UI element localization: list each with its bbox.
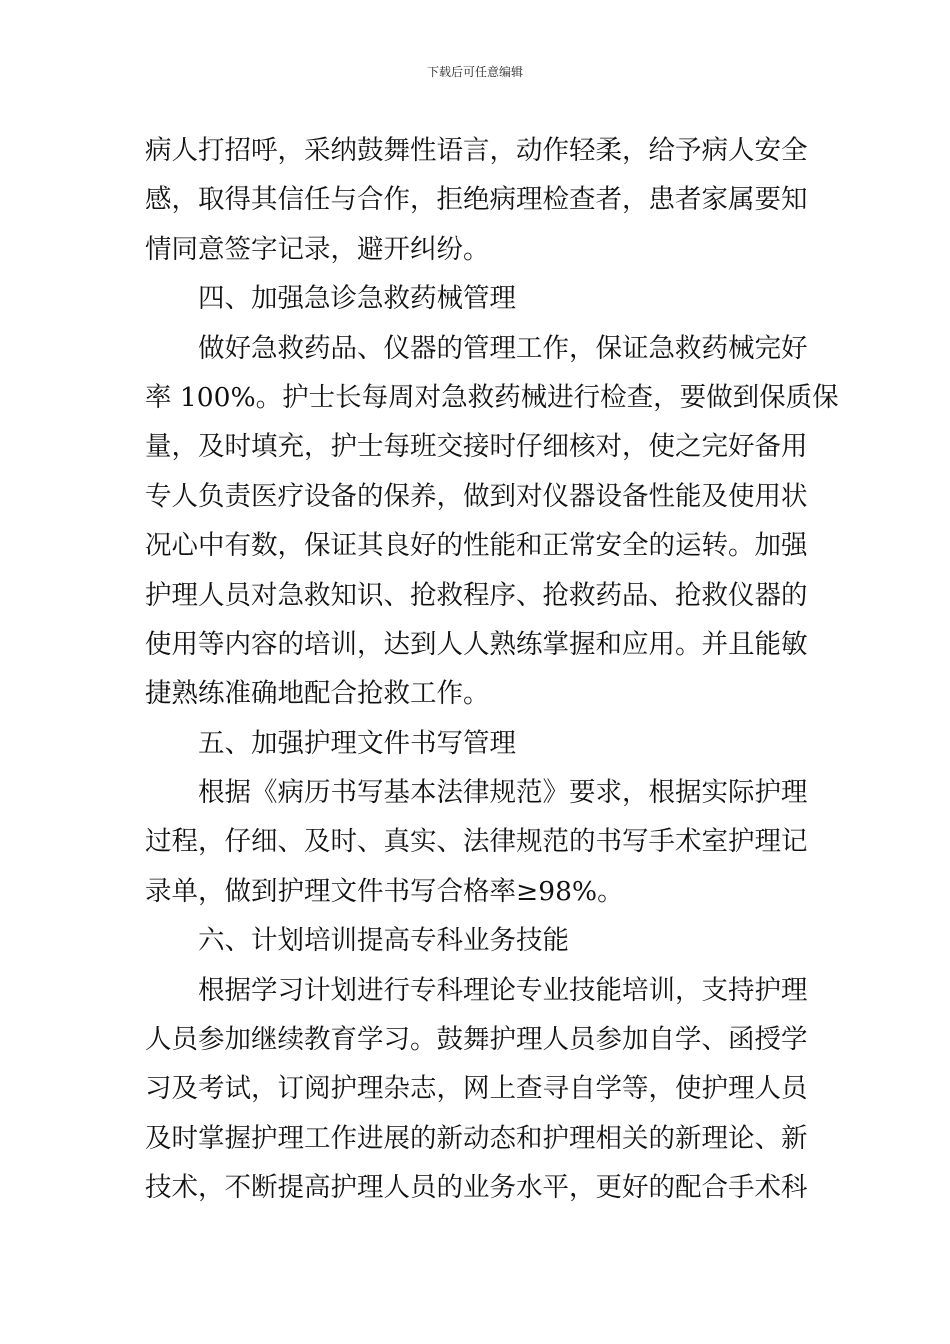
text-line: 情同意签字记录，避开纠纷。 — [145, 233, 490, 265]
document-body — [145, 126, 839, 1213]
text-line: 况心中有数，保证其良好的性能和正常安全的运转。加强 — [145, 530, 808, 562]
text-line: 人员参加继续教育学习。鼓舞护理人员参加自学、函授学 — [145, 1024, 808, 1056]
text-line: 过程，仔细、及时、真实、法律规范的书写手术室护理记 — [145, 826, 808, 858]
section-heading: 六、计划培训提高专科业务技能 — [198, 925, 569, 957]
text-line: 做好急救药品、仪器的管理工作，保证急救药械完好 — [198, 332, 808, 364]
section-heading: 四、加强急诊急救药械管理 — [198, 283, 516, 315]
text-line: 使用等内容的培训，达到人人熟练掌握和应用。并且能敏 — [145, 628, 808, 660]
text-line: 根据《病历书写基本法律规范》要求，根据实际护理 — [198, 777, 808, 809]
text-line: 专人负责医疗设备的保养，做到对仪器设备性能及使用状 — [145, 480, 808, 512]
text-line: 捷熟练准确地配合抢救工作。 — [145, 678, 490, 710]
text-line: 护理人员对急救知识、抢救程序、抢救药品、抢救仪器的 — [145, 579, 808, 611]
text-line: 根据学习计划进行专科理论专业技能培训，支持护理 — [198, 974, 808, 1006]
text-line: 技术，不断提高护理人员的业务水平，更好的配合手术科 — [145, 1172, 808, 1204]
text-line: 率 100%。护士长每周对急救药械进行检查，要做到保质保 — [145, 381, 839, 413]
header-note: 下载后可任意编辑 — [426, 65, 523, 79]
text-line: 及时掌握护理工作进展的新动态和护理相关的新理论、新 — [145, 1122, 808, 1154]
text-line: 习及考试，订阅护理杂志，网上查寻自学等，使护理人员 — [145, 1073, 808, 1105]
text-line: 量，及时填充，护士每班交接时仔细核对，使之完好备用 — [145, 431, 808, 463]
text-line: 录单，做到护理文件书写合格率≥98%。 — [145, 875, 624, 907]
section-heading: 五、加强护理文件书写管理 — [198, 727, 516, 759]
text-line: 病人打招呼，采纳鼓舞性语言，动作轻柔，给予病人安全 — [145, 135, 808, 166]
text-line: 感，取得其信任与合作，拒绝病理检查者，患者家属要知 — [145, 184, 808, 216]
